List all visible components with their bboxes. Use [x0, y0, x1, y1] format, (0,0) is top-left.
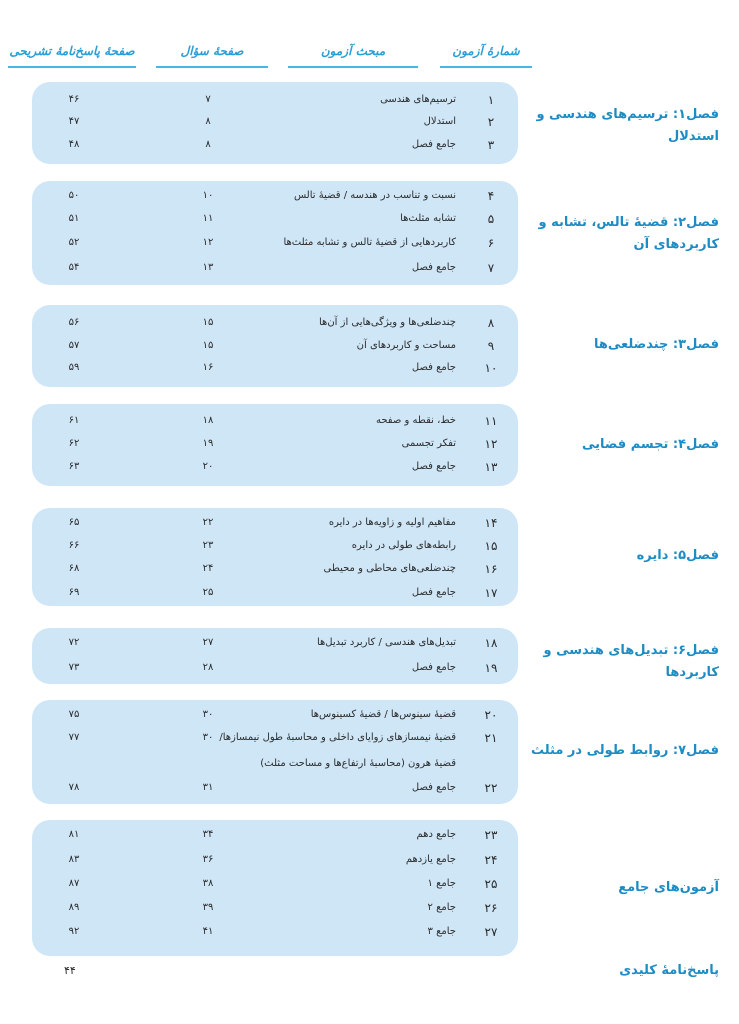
- chapter-title: فصل۳: چندضلعی‌ها: [593, 337, 719, 352]
- answer-page: ۷۲: [68, 637, 80, 648]
- answer-page: ۹۲: [68, 926, 80, 937]
- exam-number: ۸: [487, 316, 495, 330]
- table-row: [32, 311, 518, 335]
- answer-page: ۸۳: [68, 854, 80, 865]
- question-page: ۱۵: [202, 317, 214, 328]
- exam-number: ۲۶: [484, 901, 498, 915]
- question-page: ۱۰: [202, 190, 214, 201]
- exam-topic: چندضلعی‌های محاطی و محیطی: [323, 563, 456, 574]
- exam-number: ۲۴: [484, 853, 498, 867]
- question-page: ۱۱: [202, 213, 214, 224]
- table-row: [32, 409, 518, 433]
- chapter-title: فصل۱: ترسیم‌های هندسی و استدلال: [536, 107, 719, 144]
- exam-number: ۱۸: [484, 636, 498, 650]
- exam-number: ۶: [487, 236, 495, 250]
- answer-page: ۶۱: [68, 415, 80, 426]
- answer-page: ۵۴: [68, 262, 80, 273]
- question-page: ۳۹: [202, 902, 214, 913]
- table-row: [32, 557, 518, 581]
- table-row: [32, 896, 518, 920]
- table-row: [32, 920, 518, 944]
- question-page: ۳۰: [202, 732, 214, 743]
- exam-number: ۱۱: [484, 414, 498, 428]
- exam-number: ۱۰: [484, 361, 498, 375]
- answer-page: ۵۱: [68, 213, 80, 224]
- table-row: [32, 726, 518, 750]
- answer-page: ۵۷: [68, 340, 80, 351]
- exam-number: ۷: [487, 261, 495, 275]
- answer-page: ۵۰: [68, 190, 80, 201]
- exam-number: ۴: [487, 189, 495, 203]
- exam-topic: جامع فصل: [411, 262, 456, 273]
- exam-topic: جامع ۱: [427, 878, 456, 889]
- exam-number: ۱۲: [484, 437, 498, 451]
- table-row: [32, 88, 518, 112]
- exam-topic: قضیهٔ نیمسازهای زوایای داخلی و محاسبهٔ طول نیمسازها/: [219, 732, 456, 743]
- question-page: ۱۵: [202, 340, 214, 351]
- chapter-section: [32, 404, 518, 486]
- exam-topic: تشابه مثلث‌ها: [400, 213, 456, 224]
- exam-topic: تبدیل‌های هندسی / کاربرد تبدیل‌ها: [316, 637, 456, 648]
- question-page: ۱۸: [202, 415, 214, 426]
- exam-topic: نسبت و تناسب در هندسه / قضیهٔ تالس: [293, 190, 456, 201]
- exam-topic-continued: قضیهٔ هرون (محاسبهٔ ارتفاع‌ها و مساحت مثلث): [260, 758, 456, 769]
- question-page: ۳۴: [202, 829, 214, 840]
- answer-page: ۵۲: [68, 237, 80, 248]
- answer-page: ۷۵: [68, 709, 80, 720]
- answer-page: ۸۷: [68, 878, 80, 889]
- table-row: [32, 334, 518, 358]
- question-page: ۲۷: [202, 637, 214, 648]
- answer-page: ۴۷: [68, 116, 80, 127]
- chapter-section: [32, 700, 518, 804]
- chapter-section: [32, 820, 518, 956]
- exam-number: ۱۳: [484, 460, 498, 474]
- chapter-title: فصل۶: تبدیل‌های هندسی و کاربردها: [543, 643, 719, 680]
- question-page: ۲۵: [202, 587, 214, 598]
- exam-topic: جامع فصل: [411, 362, 456, 373]
- exam-number: ۹: [487, 339, 495, 353]
- question-page: ۳۱: [202, 782, 214, 793]
- header-answer-page: صفحهٔ پاسخ‌نامهٔ تشریحی: [8, 36, 136, 68]
- exam-topic: کاربردهایی از قضیهٔ تالس و تشابه مثلث‌ها: [283, 237, 456, 248]
- answer-page: ۴۸: [68, 139, 80, 150]
- table-row: [32, 823, 518, 847]
- answer-key-page: ۴۴: [64, 964, 76, 977]
- table-row: [32, 231, 518, 255]
- exam-number: ۱: [487, 93, 495, 107]
- exam-number: ۱۹: [484, 661, 498, 675]
- exam-topic: جامع یازدهم: [405, 854, 456, 865]
- question-page: ۲۸: [202, 662, 214, 673]
- exam-topic: جامع ۳: [427, 926, 456, 937]
- chapter-title: فصل۲: قضیهٔ تالس، تشابه و کاربردهای آن: [538, 215, 719, 252]
- table-row: [32, 432, 518, 456]
- table-row: [32, 256, 518, 280]
- exam-number: ۲۷: [484, 925, 498, 939]
- table-row: [32, 184, 518, 208]
- exam-topic: ترسیم‌های هندسی: [380, 94, 456, 105]
- exam-topic: جامع فصل: [411, 587, 456, 598]
- table-row: [32, 581, 518, 605]
- exam-topic: چندضلعی‌ها و ویژگی‌هایی از آن‌ها: [319, 317, 456, 328]
- question-page: ۱۶: [202, 362, 214, 373]
- exam-number: ۲۳: [484, 828, 498, 842]
- chapter-section: [32, 508, 518, 606]
- exam-topic: مفاهیم اولیه و زاویه‌ها در دایره: [328, 517, 456, 528]
- answer-page: ۶۵: [68, 517, 80, 528]
- question-page: ۲۲: [202, 517, 214, 528]
- table-row: [32, 133, 518, 157]
- answer-page: ۶۹: [68, 587, 80, 598]
- answer-key-label: پاسخ‌نامهٔ کلیدی: [619, 963, 719, 978]
- answer-page: ۸۱: [68, 829, 80, 840]
- chapter-section: [32, 82, 518, 164]
- question-page: ۸: [205, 116, 211, 127]
- table-row: [32, 207, 518, 231]
- answer-page: ۶۲: [68, 438, 80, 449]
- exam-topic: قضیهٔ سینوس‌ها / قضیهٔ کسینوس‌ها: [310, 709, 456, 720]
- exam-number: ۲۰: [484, 708, 498, 722]
- table-row: [32, 872, 518, 896]
- table-row: [32, 631, 518, 655]
- question-page: ۸: [205, 139, 211, 150]
- question-page: ۲۴: [202, 563, 214, 574]
- table-row: [32, 848, 518, 872]
- question-page: ۱۹: [202, 438, 214, 449]
- exam-topic: تفکر تجسمی: [401, 438, 456, 449]
- exam-topic: جامع ۲: [427, 902, 456, 913]
- question-page: ۳۸: [202, 878, 214, 889]
- answer-page: ۷۳: [68, 662, 80, 673]
- answer-page: ۷۷: [68, 732, 80, 743]
- exam-number: ۲۲: [484, 781, 498, 795]
- question-page: ۳۰: [202, 709, 214, 720]
- answer-page: ۸۹: [68, 902, 80, 913]
- answer-page: ۴۶: [68, 94, 80, 105]
- chapter-title: فصل۴: تجسم فضایی: [581, 437, 719, 452]
- exam-topic: مساحت و کاربردهای آن: [356, 340, 456, 351]
- question-page: ۲۳: [202, 540, 214, 551]
- table-row: [32, 656, 518, 680]
- exam-number: ۲: [487, 115, 495, 129]
- chapter-title: آزمون‌های جامع: [618, 880, 719, 895]
- exam-number: ۱۴: [484, 516, 498, 530]
- question-page: ۷: [205, 94, 211, 105]
- answer-page: ۵۶: [68, 317, 80, 328]
- exam-topic: جامع فصل: [411, 662, 456, 673]
- question-page: ۴۱: [202, 926, 214, 937]
- answer-page: ۶۸: [68, 563, 80, 574]
- header-exam-number: شمارهٔ آزمون: [440, 36, 532, 68]
- table-row: [32, 534, 518, 558]
- exam-number: ۱۷: [484, 586, 498, 600]
- table-row: [32, 356, 518, 380]
- exam-number: ۳: [487, 138, 495, 152]
- exam-topic: جامع فصل: [411, 782, 456, 793]
- question-page: ۲۰: [202, 461, 214, 472]
- exam-topic: جامع دهم: [416, 829, 456, 840]
- exam-topic: خط، نقطه و صفحه: [375, 415, 456, 426]
- exam-topic: رابطه‌های طولی در دایره: [351, 540, 456, 551]
- table-row: [32, 110, 518, 134]
- exam-topic: جامع فصل: [411, 139, 456, 150]
- table-row: [32, 703, 518, 727]
- header-question-page: صفحهٔ سؤال: [156, 36, 268, 68]
- question-page: ۳۶: [202, 854, 214, 865]
- table-row: [32, 511, 518, 535]
- exam-topic: استدلال: [423, 116, 456, 127]
- exam-number: ۲۵: [484, 877, 498, 891]
- answer-page: ۶۶: [68, 540, 80, 551]
- answer-page: ۷۸: [68, 782, 80, 793]
- exam-number: ۱۵: [484, 539, 498, 553]
- answer-page: ۶۳: [68, 461, 80, 472]
- header-exam-topic: مبحث آزمون: [288, 36, 418, 68]
- table-row: [32, 455, 518, 479]
- exam-topic: جامع فصل: [411, 461, 456, 472]
- exam-number: ۲۱: [484, 731, 498, 745]
- chapter-title: فصل۷: روابط طولی در مثلث: [530, 743, 719, 758]
- exam-number: ۵: [487, 212, 495, 226]
- chapter-title: فصل۵: دایره: [636, 548, 719, 563]
- chapter-section: [32, 305, 518, 387]
- table-row: [32, 776, 518, 800]
- question-page: ۱۲: [202, 237, 214, 248]
- chapter-section: [32, 628, 518, 684]
- chapter-section: [32, 181, 518, 285]
- exam-number: ۱۶: [484, 562, 498, 576]
- question-page: ۱۳: [202, 262, 214, 273]
- answer-page: ۵۹: [68, 362, 80, 373]
